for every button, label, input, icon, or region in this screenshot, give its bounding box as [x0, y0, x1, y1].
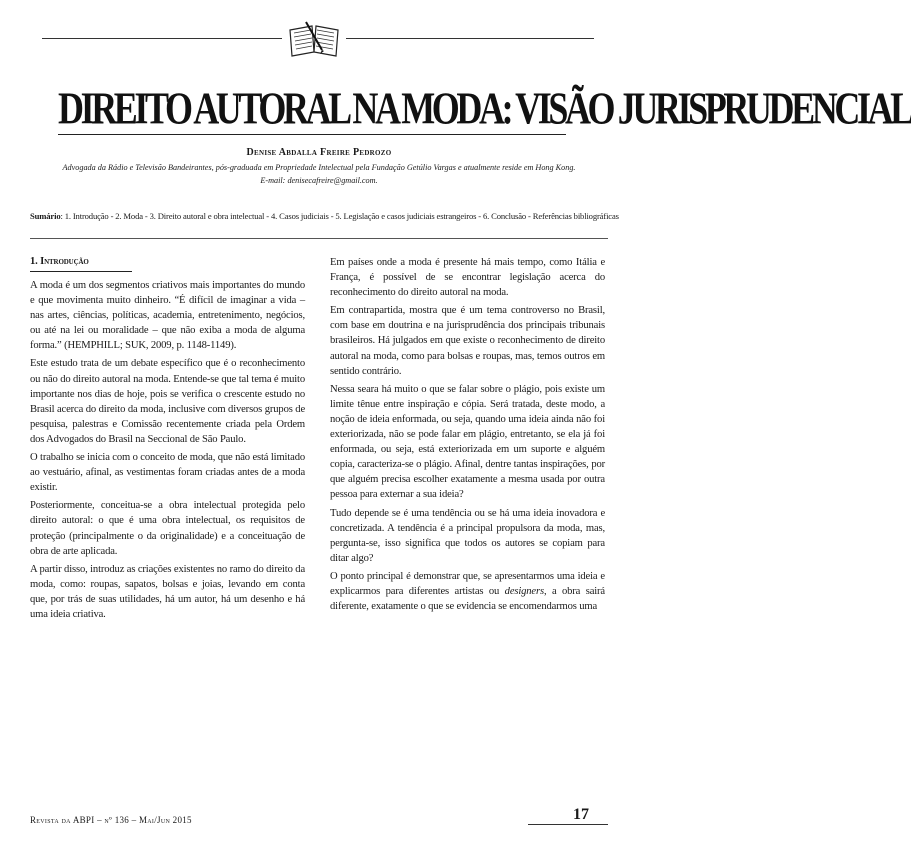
author-email: E-mail: denisecafreire@gmail.com.	[260, 176, 378, 185]
paragraph: Nessa seara há muito o que se falar sobre o plágio, pois existe um limite tênue entre inspiração e cópia. Será tratada, deste modo, a noção de ideia enformada, ou seja, quando uma ideia ainda não foi exteriorizada, não se pode falar em plágio, entretanto, se ela já foi enformada, ou seja, está exteriorizada em um suporte e alguém copia, caracteriza-se o plágio. Afinal, dentre tantas inspirações, por que alguém precisa escolher exatamente a mesma usada por outra pessoa para externar a sua ideia?	[330, 383, 605, 501]
section-title: Introdução	[40, 256, 89, 267]
section-heading	[30, 255, 305, 269]
paragraph: O trabalho se inicia com o conceito de moda, que não está limitado ao vestuário, afinal, as vestimentas foram criadas antes de a moda existir.	[30, 452, 305, 494]
open-book-icon	[282, 20, 346, 60]
summary-rule	[30, 238, 608, 239]
journal-footer: Revista da ABPI – nº 136 – Mai/Jun 2015	[30, 815, 192, 825]
summary-text: : 1. Introdução - 2. Moda - 3. Direito autoral e obra intelectual - 4. Casos judiciais - 5. Legislação e casos judiciais estrangeiros - 6. Conclusão - Referências bibliográficas	[60, 211, 619, 221]
paragraph-text: O ponto principal é demonstrar que, se apresentarmos uma ideia e explicarmos para diferentes artistas ou	[330, 570, 605, 597]
paragraph: A partir disso, introduz as criações existentes no ramo do direito da moda, como: roupas, sapatos, bolsas e joias, levando em conta que, por trás de suas utilidades, há um autor, há um desenho e há uma ideia criativa.	[30, 563, 305, 620]
author-affiliation	[30, 161, 608, 187]
paragraph: Posteriormente, conceitua-se a obra intelectual protegida pelo direito autoral: o que é uma obra intelectual, os requisitos de proteção (principalmente o da originalidade) e a conceituação de obra de arte aplicada.	[30, 500, 305, 557]
left-column	[30, 255, 305, 625]
section-number: 1.	[30, 256, 38, 267]
title-underline	[58, 134, 566, 135]
paragraph: Em contrapartida, mostra que é um tema controverso no Brasil, com base em doutrina e na jurisprudência dos principais tribunais brasileiros. Há julgados em que existe o reconhecimento de direito autoral na moda, como para bolsas e roupas, mas, temos outros em sentido contrário.	[330, 305, 605, 377]
paragraph: Em países onde a moda é presente há mais tempo, como Itália e França, é possível de se encontrar legislação acerca do reconhecimento do direito autoral na moda.	[330, 257, 605, 299]
summary-label: Sumário	[30, 211, 61, 221]
paragraph: Tudo depende se é uma tendência ou se há uma ideia inovadora e concretizada. A tendência é a principal propulsora da moda, mas, pergunta-se, isso significa que todos os autores se copiam para ditar algo?	[330, 507, 605, 564]
italic-term: designers	[504, 585, 544, 597]
right-column	[330, 255, 605, 617]
author-name: Denise Abdalla Freire Pedrozo	[246, 147, 392, 158]
article-title: DIREITO AUTORAL NA MODA: VISÃO JURISPRUDENCIAL	[58, 83, 911, 134]
page-number: 17	[573, 806, 589, 823]
section-heading-rule	[30, 271, 132, 272]
paragraph: A moda é um dos segmentos criativos mais importantes do mundo e que movimenta muito dinheiro. “É difícil de imaginar a vida – nas artes, ciências, políticas, academia, entretenimento, negócios, ou até na lei ou moralidade – que não exiba a moda de alguma forma.” (HEMPHILL; SUK, 2009, p. 1148-1149).	[30, 280, 305, 352]
summary	[30, 211, 619, 222]
paragraph-text: , a obra sairá diferente, exatamente o que se evidencia se encomendarmos uma	[330, 585, 605, 613]
paragraph	[330, 569, 605, 614]
affiliation-line: Advogada da Rádio e Televisão Bandeirantes, pós-graduada em Propriedade Intelectual pela Fundação Getúlio Vargas e atualmente reside em Hong Kong.	[62, 163, 576, 172]
footer-rule	[528, 824, 608, 825]
paragraph: Este estudo trata de um debate específico que é o reconhecimento ou não do direito autoral na moda. Entende-se que tal tema é muito importante nos dias de hoje, pois se verifica o crescente estudo no Brasil acerca do direito da moda, inclusive com diversos grupos de pesquisa, palestras e Comissão recentemente criada pela Ordem dos Advogados do Brasil na Seccional de São Paulo.	[30, 358, 305, 445]
